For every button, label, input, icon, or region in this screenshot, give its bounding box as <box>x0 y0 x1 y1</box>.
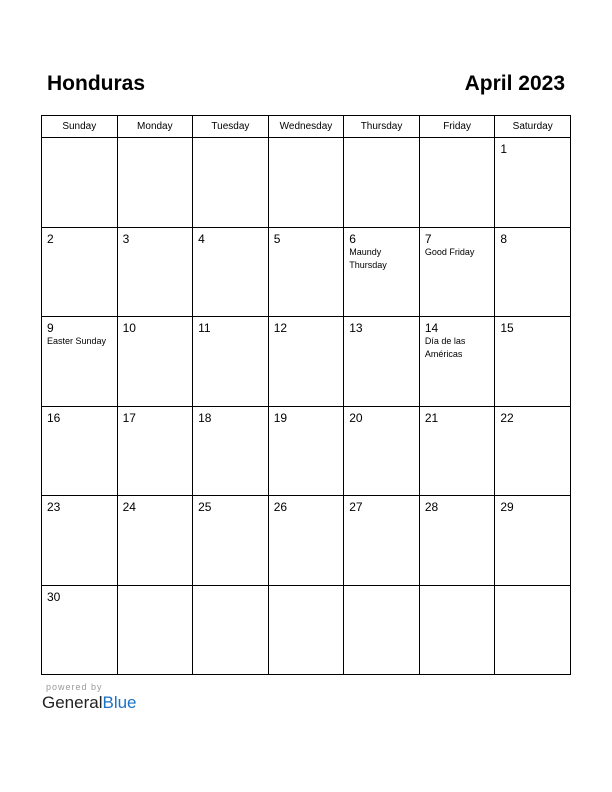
day-cell <box>117 317 193 407</box>
day-number: 24 <box>122 500 136 514</box>
day-cell <box>495 406 571 496</box>
day-cell <box>419 138 495 228</box>
holiday-label: Good Friday <box>424 246 475 257</box>
day-cell <box>193 138 269 228</box>
day-number: 13 <box>349 321 363 335</box>
day-cell <box>117 227 193 317</box>
day-number: 30 <box>47 589 61 604</box>
day-cell <box>268 585 344 675</box>
day-cell <box>344 585 420 675</box>
day-cell <box>42 406 118 496</box>
day-cell <box>42 138 118 228</box>
holiday-label: Maundy Thursday <box>349 246 387 270</box>
day-number: 11 <box>198 321 211 335</box>
day-cell <box>268 138 344 228</box>
day-cell <box>268 406 344 496</box>
day-number: 27 <box>349 500 363 514</box>
day-number: 15 <box>500 321 514 335</box>
day-cell <box>344 496 420 586</box>
day-number: 7 <box>424 231 432 246</box>
day-cell <box>344 317 420 407</box>
day-number: 23 <box>47 500 61 514</box>
day-cell <box>42 585 118 675</box>
day-number: 25 <box>198 500 212 514</box>
day-cell <box>117 496 193 586</box>
day-number: 14 <box>424 321 439 335</box>
day-cell <box>42 496 118 586</box>
day-cell <box>42 227 118 317</box>
weekday-sunday: Sunday <box>42 116 118 138</box>
day-number: 12 <box>273 321 288 335</box>
week-row <box>42 227 571 317</box>
day-cell <box>495 496 571 586</box>
day-number: 29 <box>500 500 514 514</box>
day-number: 6 <box>349 231 356 246</box>
weekday-thursday: Thursday <box>344 116 420 138</box>
day-number: 5 <box>273 231 281 246</box>
holiday-label: Día de las Américas <box>424 336 466 359</box>
day-cell <box>117 406 193 496</box>
day-cell <box>268 227 344 317</box>
week-row <box>42 138 571 228</box>
day-number: 8 <box>500 231 508 246</box>
day-number: 3 <box>122 231 130 246</box>
day-number: 18 <box>198 410 212 425</box>
weekday-tuesday: Tuesday <box>193 116 269 138</box>
day-cell <box>495 317 571 407</box>
month-title: April 2023 <box>464 72 565 95</box>
day-cell <box>419 317 495 407</box>
day-number: 26 <box>273 500 288 514</box>
day-number: 22 <box>500 410 514 425</box>
day-number: 2 <box>47 231 54 246</box>
day-cell <box>193 585 269 675</box>
day-cell <box>193 406 269 496</box>
day-cell <box>419 496 495 586</box>
day-cell <box>42 317 118 407</box>
generalblue-logo[interactable] <box>42 693 137 713</box>
day-number: 20 <box>349 410 363 425</box>
day-cell <box>268 496 344 586</box>
day-cell <box>344 138 420 228</box>
holiday-label: Easter Sunday <box>47 336 107 346</box>
day-number: 21 <box>424 410 439 425</box>
day-cell <box>268 317 344 407</box>
weekday-saturday: Saturday <box>495 116 571 138</box>
day-cell <box>117 138 193 228</box>
day-cell <box>193 317 269 407</box>
day-cell <box>344 406 420 496</box>
week-row <box>42 585 571 675</box>
weekday-monday: Monday <box>117 116 193 138</box>
powered-by-label: powered by <box>46 682 103 692</box>
day-number: 16 <box>47 410 61 425</box>
country-title: Honduras <box>47 72 146 95</box>
day-number: 10 <box>122 321 136 335</box>
day-cell <box>419 227 495 317</box>
day-cell <box>495 138 571 228</box>
weekday-wednesday: Wednesday <box>268 116 344 138</box>
day-number: 4 <box>198 231 205 246</box>
day-number: 19 <box>273 410 288 425</box>
weekday-header-row <box>42 116 571 138</box>
week-row <box>42 496 571 586</box>
weekday-friday: Friday <box>419 116 495 138</box>
day-cell <box>193 227 269 317</box>
brand-general-text: General <box>42 693 103 712</box>
day-number: 9 <box>47 321 54 335</box>
day-cell <box>495 585 571 675</box>
day-number: 17 <box>122 410 136 425</box>
day-number: 1 <box>500 142 508 156</box>
day-cell <box>344 227 420 317</box>
calendar-grid <box>41 115 571 675</box>
week-row <box>42 406 571 496</box>
brand-blue-text: Blue <box>102 693 137 712</box>
week-row <box>42 317 571 407</box>
day-cell <box>419 406 495 496</box>
day-cell <box>117 585 193 675</box>
day-cell <box>193 496 269 586</box>
day-cell <box>419 585 495 675</box>
day-number: 28 <box>424 500 439 514</box>
day-cell <box>495 227 571 317</box>
